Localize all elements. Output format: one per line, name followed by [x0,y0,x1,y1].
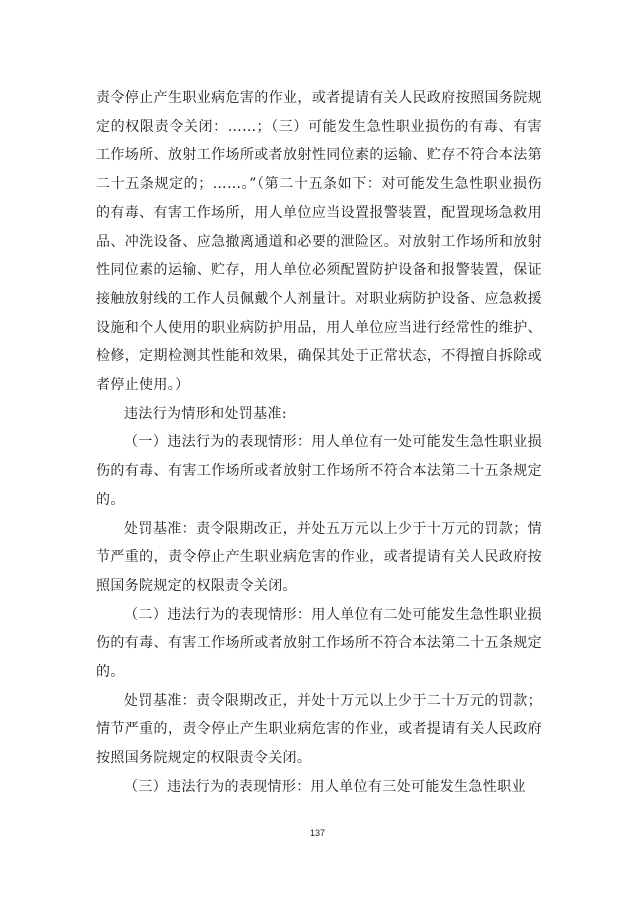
paragraph-violation-case-1: （一）违法行为的表现情形：用人单位有一处可能发生急性职业损伤的有毒、有害工作场所或者放射工作场所不符合本法第二十五条规定的。 [96,434,542,508]
paragraph-violation-case-3: （三）违法行为的表现情形：用人单位有三处可能发生急性职业 [124,778,526,795]
page-body [96,84,542,802]
page-number: 137 [309,828,326,838]
paragraph-continued-law-text: 责令停止产生职业病危害的作业，或者提请有关人民政府按照国务院规定的权限责令关闭：……；（三）可能发生急性职业损伤的有毒、有害工作场所、放射工作场所或者放射性同位素的运输、贮存不符合本法第二十五条规定的；……。”（第二十五条如下：对可能发生急性职业损伤的有毒、有害工作场所，用人单位应当设置报警装置，配置现场急救用品、冲洗设备、应急撤离通道和必要的泄险区。对放射工作场所和放射性同位素的运输、贮存，用人单位必须配置防护设备和报警装置，保证接触放射线的工作人员佩戴个人剂量计。对职业病防护设备、应急救援设施和个人使用的职业病防护用品，用人单位应当进行经常性的维护、检修，定期检测其性能和效果，确保其处于正常状态，不得擅自拆除或者停止使用。） [96,90,542,394]
paragraph-violation-heading: 违法行为情形和处罚基准: [124,405,287,422]
paragraph-penalty-standard-1: 处罚基准：责令限期改正，并处五万元以上少于十万元的罚款；情节严重的，责令停止产生职业病危害的作业，或者提请有关人民政府按照国务院规定的权限责令关闭。 [96,520,542,594]
paragraph-violation-case-2: （二）违法行为的表现情形：用人单位有二处可能发生急性职业损伤的有毒、有害工作场所或者放射工作场所不符合本法第二十五条规定的。 [96,606,542,681]
paragraph-penalty-standard-2: 处罚基准：责令限期改正，并处十万元以上少于二十万元的罚款；情节严重的，责令停止产生职业病危害的作业，或者提请有关人民政府按照国务院规定的权限责令关闭。 [96,692,542,767]
